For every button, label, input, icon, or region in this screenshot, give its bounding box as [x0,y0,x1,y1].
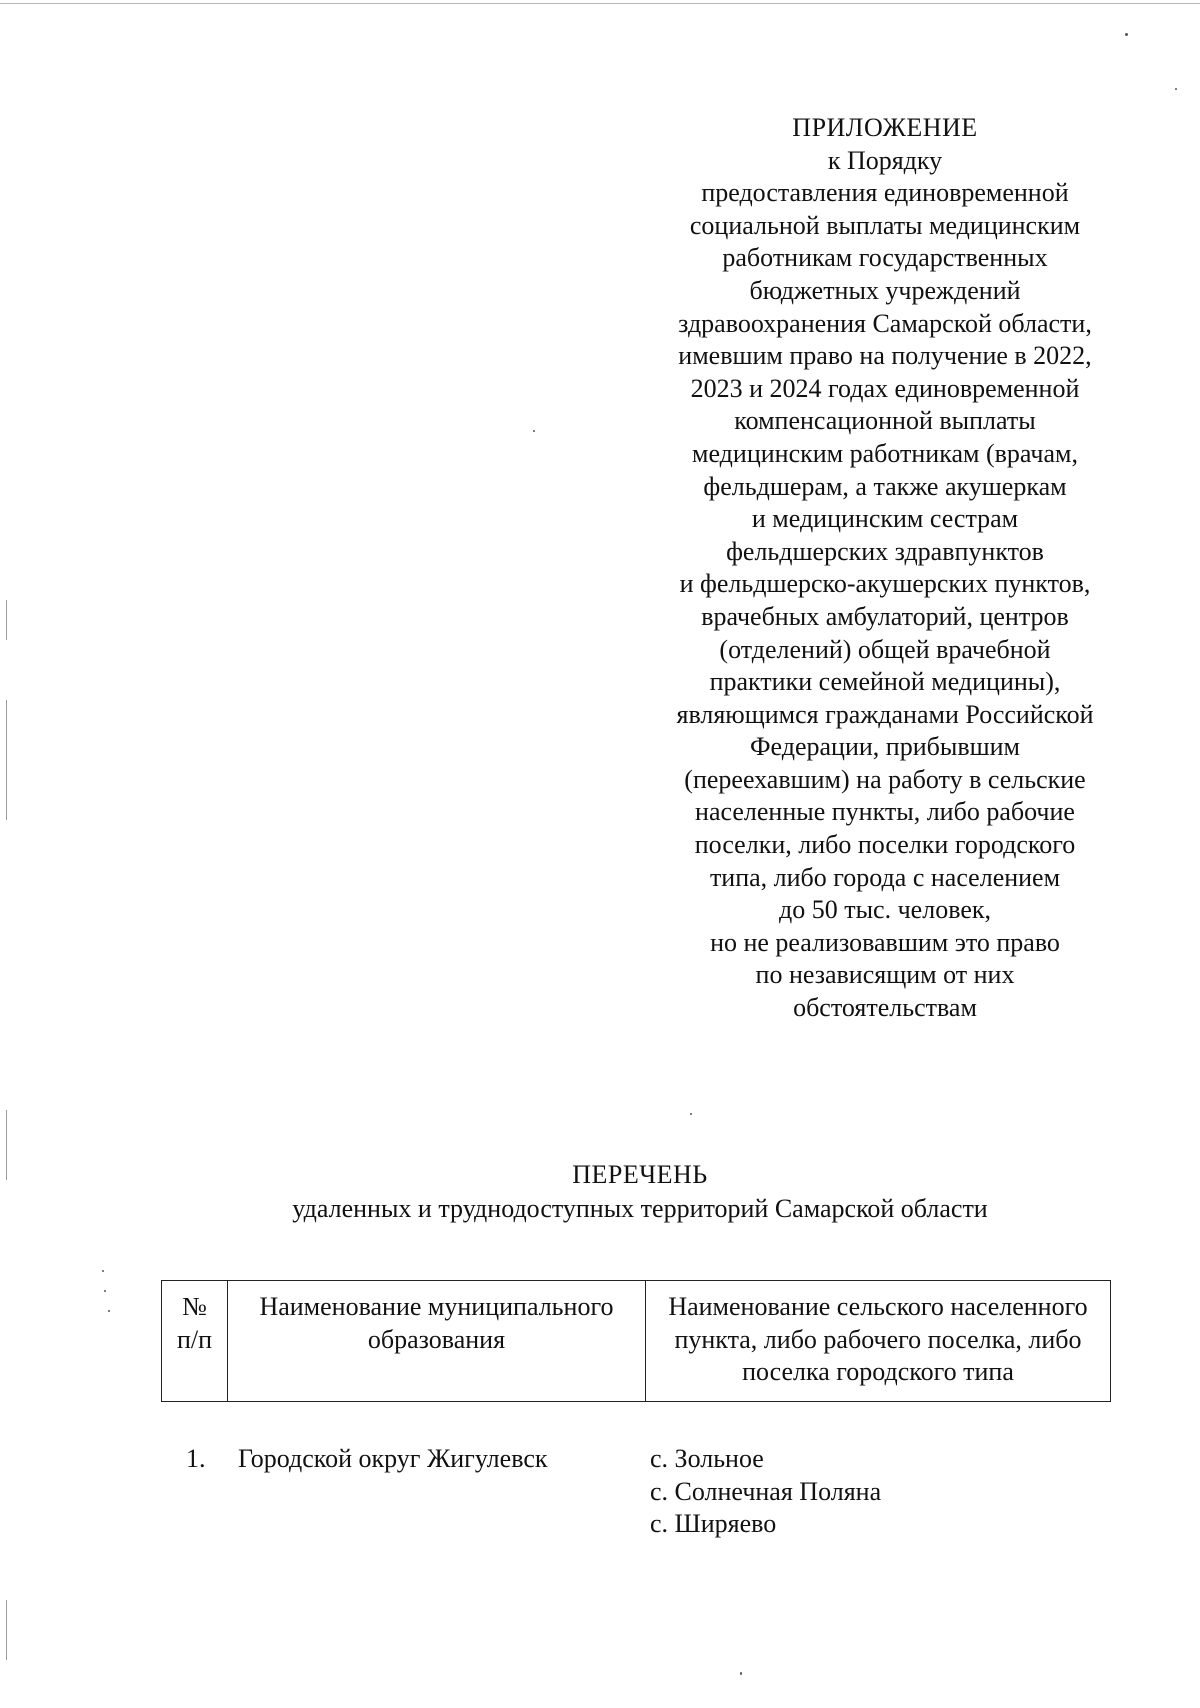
appendix-block [640,112,1130,1025]
appendix-line: обстоятельствам [793,993,977,1023]
territories-table-header [161,1280,1111,1402]
appendix-line: медицинским работникам (врачам, [692,438,1078,468]
column-header-number [162,1281,228,1402]
appendix-line: Федерации, прибывшим [750,732,1020,762]
appendix-line: здравоохранения Самарской области, [678,308,1092,338]
scan-edge-mark [6,600,7,640]
appendix-line: населенные пункты, либо рабочие [695,797,1075,827]
column-header-municipality: Наименование муниципального образования [227,1281,645,1402]
appendix-line: и фельдшерско-акушерских пунктов, [679,569,1091,599]
appendix-line: до 50 тыс. человек, [779,895,991,925]
scan-speck [104,1290,106,1292]
appendix-line: предоставления единовременной [701,178,1069,208]
page-top-edge [0,3,1200,4]
scan-speck [1175,88,1177,90]
appendix-line: фельдшерам, а также акушеркам [703,471,1067,501]
scan-speck [533,430,535,432]
appendix-line: типа, либо города с населением [709,862,1061,892]
appendix-line: но не реализовавшим это право [710,927,1060,957]
column-header-settlement: Наименование сельского населенного пункта, либо рабочего поселка, либо поселка городского типа [645,1281,1110,1402]
appendix-line: фельдшерских здравпунктов [726,536,1044,566]
appendix-line: являющимся гражданами Российской [676,699,1094,729]
appendix-line: (отделений) общей врачебной [719,634,1051,664]
list-subtitle: удаленных и труднодоступных территорий Самарской области [292,1194,988,1223]
appendix-line: компенсационной выплаты [734,406,1036,436]
list-title: ПЕРЕЧЕНЬ [572,1160,708,1189]
row-settlements [650,1443,881,1541]
appendix-line: социальной выплаты медицинским [689,210,1081,240]
appendix-line: врачебных амбулаторий, центров [701,601,1069,631]
appendix-line: 2023 и 2024 годах единовременной [690,373,1080,403]
scan-edge-mark [6,1600,7,1660]
row-municipality: Городской округ Жигулевск [238,1444,548,1473]
row-number: 1. [186,1444,206,1473]
scan-edge-mark [6,700,7,820]
scan-speck [1125,33,1128,36]
scan-speck [102,1270,104,1272]
appendix-line: (переехавшим) на работу в сельские [684,764,1086,794]
appendix-line: практики семейной медицины), [709,667,1061,697]
scan-speck [690,1113,692,1115]
scan-edge-mark [6,1110,7,1180]
appendix-line: по независящим от них [755,960,1015,990]
scan-speck [108,1310,110,1312]
column-header-number-line1: № [182,1292,207,1321]
appendix-line: работникам государственных [722,243,1048,273]
appendix-line: имевшим право на получение в 2022, [678,341,1092,371]
settlement-item: с. Зольное [650,1444,764,1473]
appendix-line: и медицинским сестрам [751,504,1019,534]
settlement-item: с. Ширяево [650,1509,777,1539]
appendix-line: бюджетных учреждений [749,275,1021,305]
settlement-item: с. Солнечная Поляна [650,1476,882,1506]
appendix-line: поселки, либо поселки городского [694,830,1076,860]
column-header-number-line2: п/п [176,1324,213,1354]
appendix-line: к Порядку [827,145,943,175]
appendix-heading: ПРИЛОЖЕНИЕ [792,113,978,142]
scan-speck [740,1672,742,1675]
table-header-row [162,1281,1111,1402]
